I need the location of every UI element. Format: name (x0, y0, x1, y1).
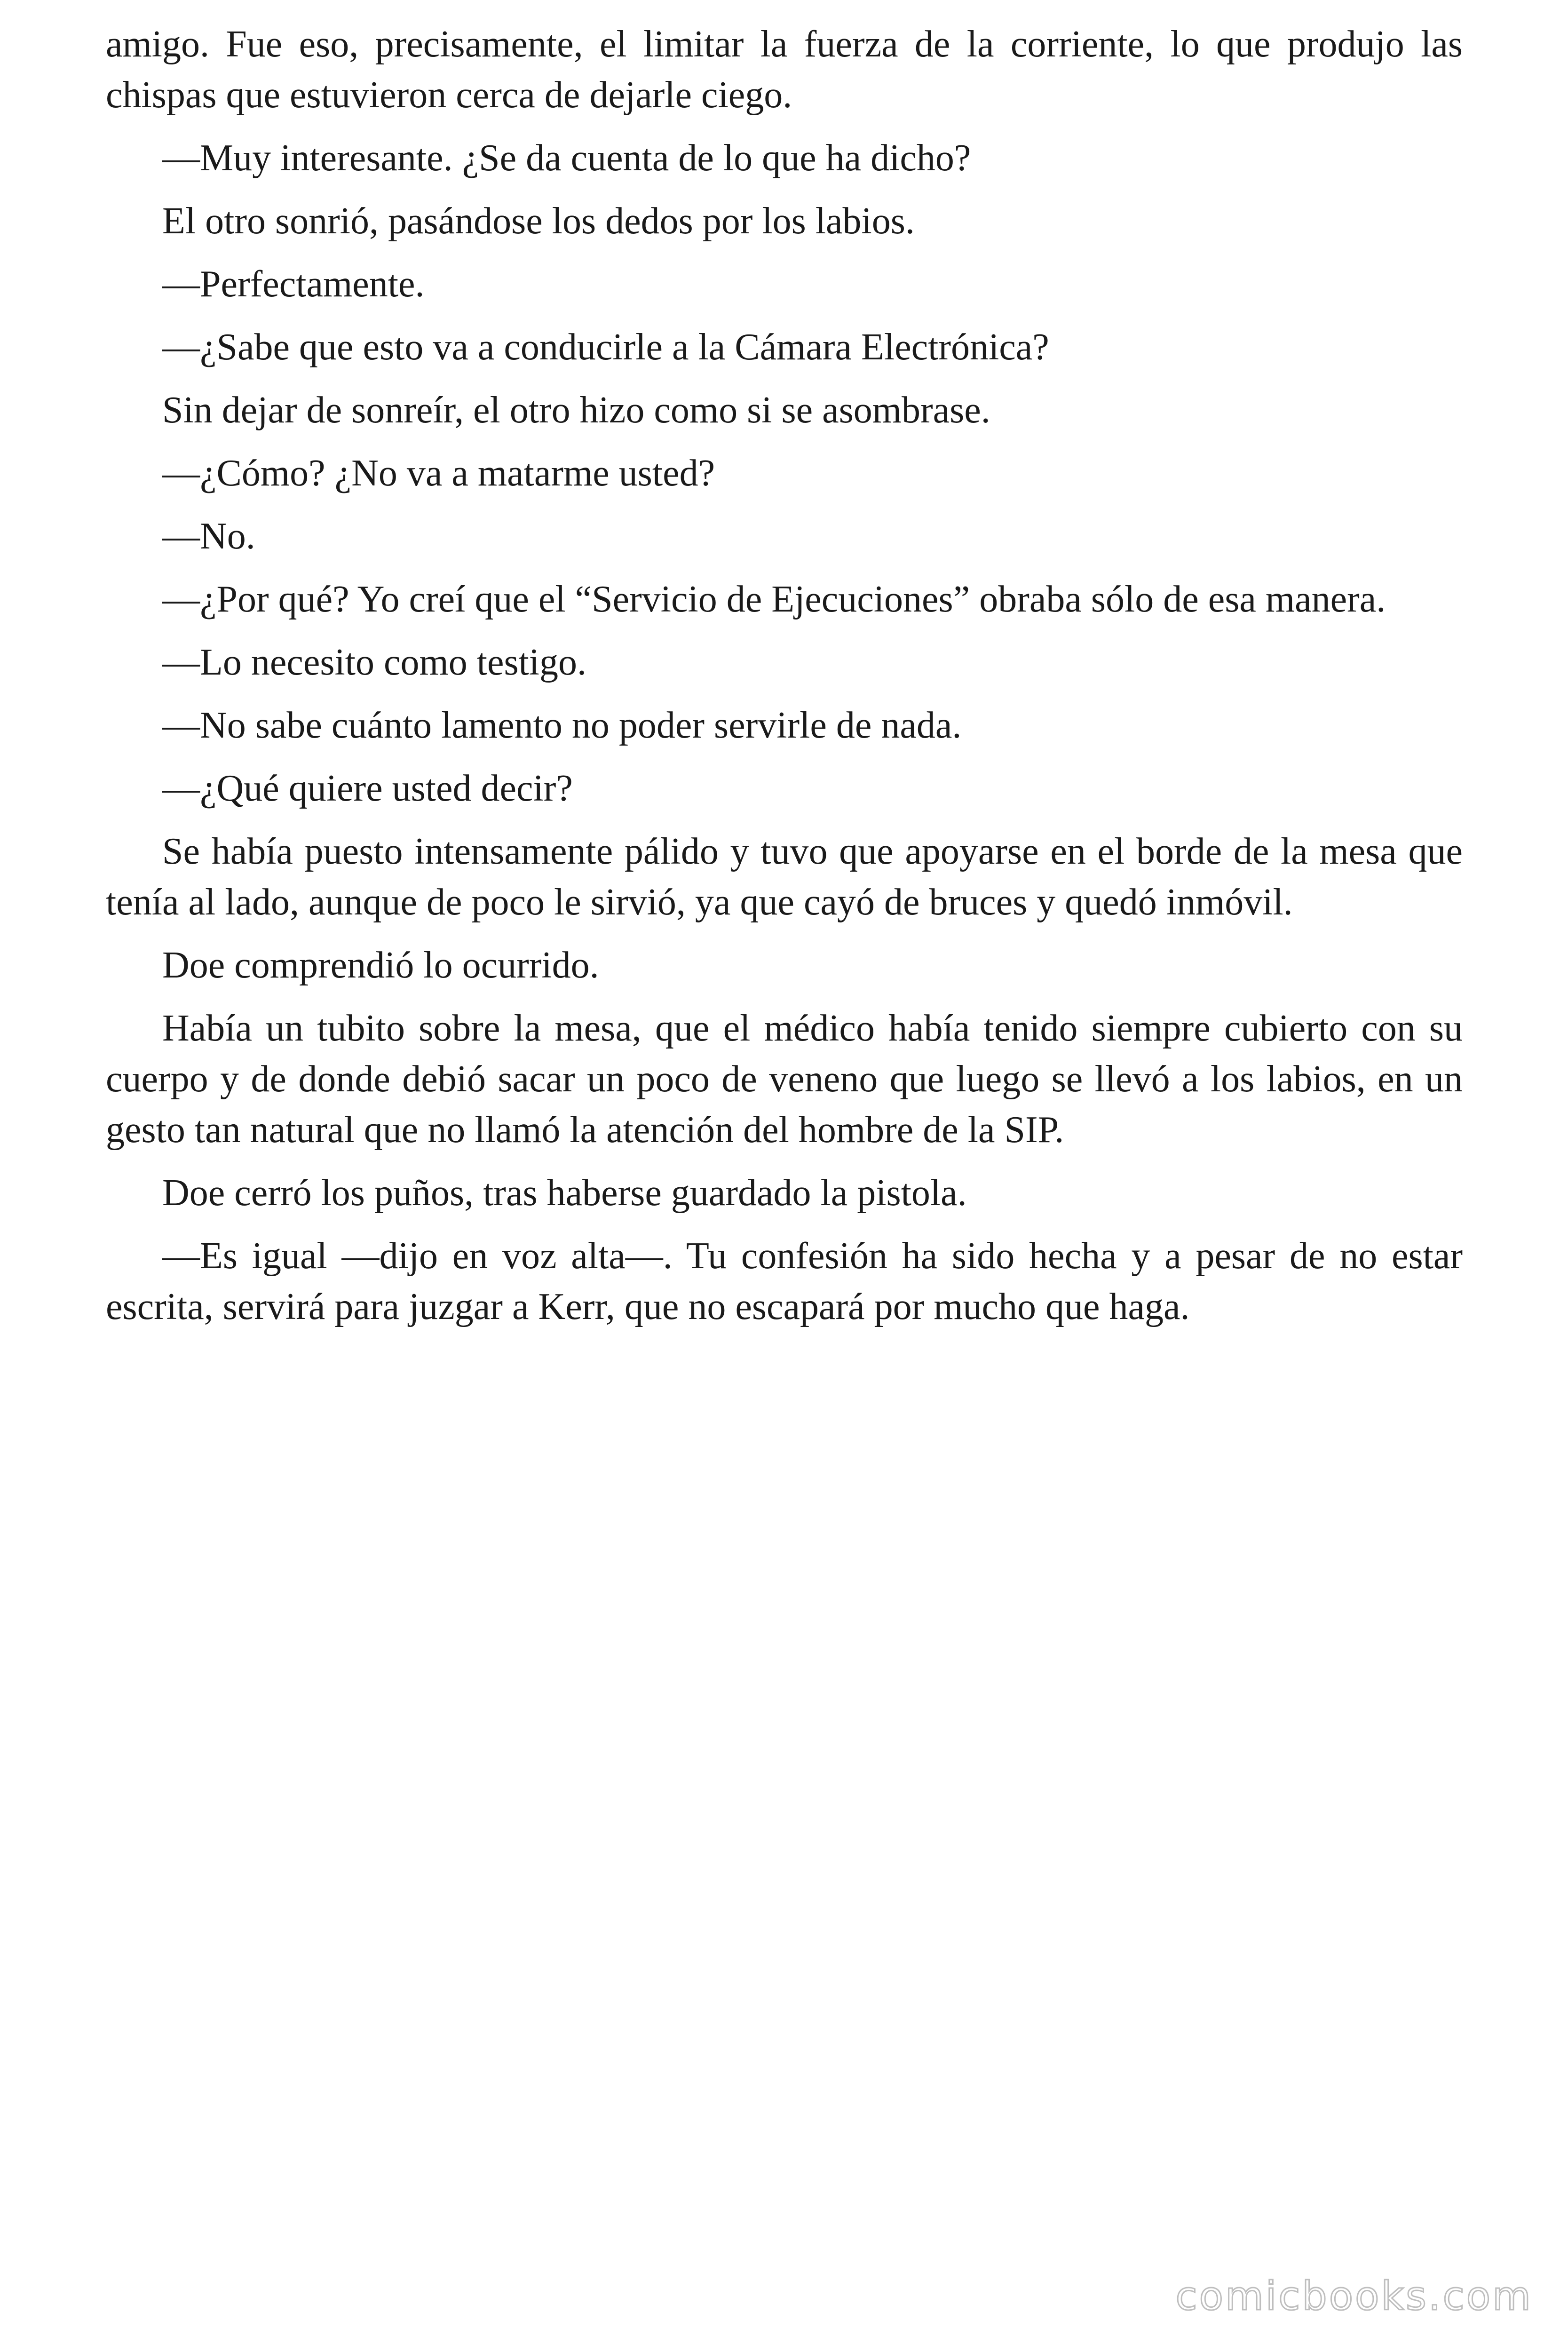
paragraph: Doe cerró los puños, tras haberse guardado la pistola. (162, 1172, 967, 1214)
paragraph: Había un tubito sobre la mesa, que el médico había tenido siempre cubierto con su cuerpo y de donde debió sacar un poco de veneno que luego se llevó a los labios, en un gesto tan natural que no llamó la atención del hombre de la SIP. (106, 1008, 1463, 1151)
paragraph: Sin dejar de sonreír, el otro hizo como si se asombrase. (162, 389, 990, 431)
paragraph: —Perfectamente. (162, 263, 425, 305)
paragraph: Se había puesto intensamente pálido y tuvo que apoyarse en el borde de la mesa que tenía al lado, aunque de poco le sirvió, ya que cayó de bruces y quedó inmóvil. (106, 831, 1463, 923)
paragraph: —No. (162, 516, 255, 557)
paragraph: —¿Qué quiere usted decir? (162, 768, 573, 809)
paragraph-continuation: amigo. Fue eso, precisamente, el limitar la fuerza de la corriente, lo que produjo las chispas que estuvieron cerca de dejarle ciego. (106, 24, 1463, 116)
watermark-logo: comicbooks.com (1175, 2273, 1533, 2319)
body-text (106, 19, 1463, 1344)
paragraph: Doe comprendió lo ocurrido. (162, 945, 599, 986)
paragraph: —Lo necesito como testigo. (162, 642, 587, 683)
paragraph: —¿Sabe que esto va a conducirle a la Cámara Electrónica? (162, 326, 1049, 368)
paragraph: —¿Cómo? ¿No va a matarme usted? (162, 453, 715, 494)
paragraph: —Muy interesante. ¿Se da cuenta de lo que ha dicho? (162, 137, 971, 179)
paragraph: —Es igual —dijo en voz alta—. Tu confesión ha sido hecha y a pesar de no estar escrita, servirá para juzgar a Kerr, que no escapará por mucho que haga. (106, 1235, 1463, 1327)
paragraph: —¿Por qué? Yo creí que el “Servicio de Ejecuciones” obraba sólo de esa manera. (162, 579, 1386, 620)
paragraph: El otro sonrió, pasándose los dedos por los labios. (162, 200, 915, 242)
paragraph: —No sabe cuánto lamento no poder servirle de nada. (162, 705, 962, 746)
